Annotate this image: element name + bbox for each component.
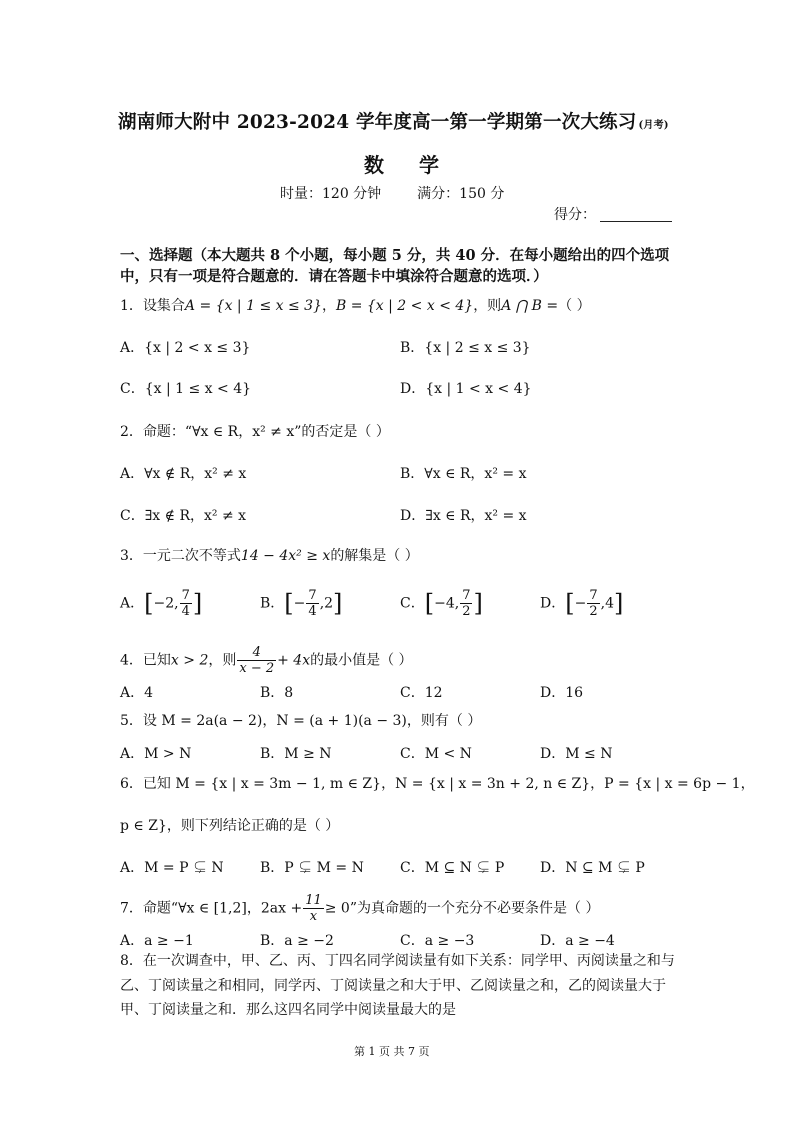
- q3-b-fraction: $\frac{7}{4}$: [308, 588, 317, 619]
- q1-option-d[interactable]: D．{x | 1 < x < 4}: [400, 381, 532, 397]
- q7-fraction: $\frac{11}{x}$: [305, 893, 322, 924]
- q3-d-bracket-close: ]: [613, 589, 624, 618]
- q3-a-bracket-open: [: [144, 589, 154, 618]
- q3-stem-a: 3．一元二次不等式: [120, 548, 241, 564]
- q3-c-fraction: $\frac{7}{2}$: [462, 588, 471, 619]
- score-blank-line[interactable]: [600, 207, 672, 222]
- q1-sep: ，: [321, 298, 336, 314]
- q3-option-c-label: C．: [400, 595, 425, 612]
- q5-option-a[interactable]: A．M > N: [120, 746, 192, 762]
- q2-option-a[interactable]: A．∀x ∉ R，x² ≠ x: [120, 466, 247, 482]
- question-6-stem-line2: p ∈ Z}，则下列结论正确的是（ ）: [120, 818, 340, 834]
- q3-a-left: −2,: [153, 595, 179, 612]
- q5-option-d[interactable]: D．M ≤ N: [540, 746, 613, 762]
- q3-b-right: ,2: [319, 595, 334, 612]
- question-7-stem: [120, 893, 599, 924]
- q7-option-c[interactable]: C．a ≥ −3: [400, 933, 475, 949]
- q3-a-bracket-close: ]: [192, 589, 203, 618]
- exam-title-text: 湖南师大附中 2023-2024 学年度高一第一学期第一次大练习: [118, 112, 637, 133]
- q7-stem-a: 7．命题“∀x ∈ [1,2]，2ax +: [120, 900, 303, 917]
- q4-option-a[interactable]: A．4: [120, 685, 154, 701]
- q1-option-c[interactable]: C．{x | 1 ≤ x < 4}: [120, 381, 252, 397]
- q6-option-d[interactable]: D．N ⊆ M ⊊ P: [540, 860, 645, 876]
- question-5-stem: 5．设 M = 2a(a − 2)，N = (a + 1)(a − 3)，则有（ ）: [120, 713, 482, 729]
- score-label: 得分：: [554, 207, 596, 223]
- q4-condition: x > 2: [170, 652, 209, 669]
- q2-option-c[interactable]: C．∃x ∉ R，x² ≠ x: [120, 508, 247, 524]
- q7-option-b[interactable]: B．a ≥ −2: [260, 933, 334, 949]
- q3-inequality: 14 − 4x² ≥ x: [240, 548, 331, 564]
- q1-expr: A ⋂ B =: [501, 298, 559, 314]
- score-field[interactable]: [554, 204, 672, 224]
- q3-stem-b: 的解集是（ ）: [330, 548, 419, 564]
- q3-option-b-label: B．: [260, 595, 285, 612]
- question-2-stem: 2．命题：“∀x ∈ R，x² ≠ x”的否定是（ ）: [120, 424, 390, 440]
- q1-set-b: B = {x | 2 < x < 4}: [335, 298, 474, 314]
- question-3-stem: [120, 545, 419, 565]
- q4-tail: + 4x: [277, 652, 311, 669]
- q3-option-c[interactable]: [400, 588, 483, 619]
- q6-option-c[interactable]: C．M ⊆ N ⊊ P: [400, 860, 505, 876]
- q1-stem-a: 1．设集合: [120, 298, 185, 314]
- q4-option-c[interactable]: C．12: [400, 685, 443, 701]
- q6-option-b[interactable]: B．P ⊊ M = N: [260, 860, 364, 876]
- q3-c-bracket-close: ]: [473, 589, 483, 618]
- q1-answer-paren: （ ）: [558, 298, 591, 314]
- q4-stem-b: ，则: [208, 652, 237, 669]
- time-limit: 时量：120 分钟: [280, 186, 382, 202]
- q3-d-left: −: [574, 595, 587, 612]
- q4-option-b[interactable]: B．8: [260, 685, 294, 701]
- q6-option-a[interactable]: A．M = P ⊊ N: [120, 860, 224, 876]
- q7-option-a[interactable]: A．a ≥ −1: [120, 933, 194, 949]
- q5-option-c[interactable]: C．M < N: [400, 746, 472, 762]
- q1-option-a[interactable]: A．{x | 2 < x ≤ 3}: [120, 340, 251, 356]
- question-6-stem-line1: 6．已知 M = {x | x = 3m − 1, m ∈ Z}，N = {x | x = 3n + 2, n ∈ Z}，P = {x | x = 6p − 1，: [120, 776, 755, 792]
- q3-c-bracket-open: [: [424, 589, 435, 618]
- q3-d-bracket-open: [: [565, 589, 575, 618]
- q3-option-d-label: D．: [540, 595, 566, 612]
- q3-d-right: ,4: [600, 595, 614, 612]
- q4-stem-c: 的最小值是（ ）: [310, 652, 413, 669]
- q3-option-b[interactable]: [260, 588, 342, 619]
- q4-option-d[interactable]: D．16: [540, 685, 584, 701]
- section-heading: 一、选择题（本大题共 8 个小题，每小题 5 分，共 40 分．在每小题给出的四个选项中，只有一项是符合题意的．请在答题卡中填涂符合题意的选项．）: [120, 247, 670, 285]
- question-8-stem: 8．在一次调查中，甲、乙、丙、丁四名同学阅读量有如下关系：同学甲、丙阅读量之和与乙、丁阅读量之和相同，同学丙、丁阅读量之和大于甲、乙阅读量之和，乙的阅读量大于甲、丁阅读量之和．那么这四名同学中阅读量最大的是: [120, 953, 675, 1018]
- question-1-stem: [120, 295, 591, 315]
- q3-option-d[interactable]: [540, 588, 623, 619]
- question-4-stem: [120, 645, 413, 676]
- q4-fraction: $\frac{4}{x - 2}$: [239, 645, 275, 676]
- q3-option-a-label: A．: [120, 595, 145, 612]
- q3-option-a[interactable]: [120, 588, 202, 619]
- exam-title-tag: (月考): [638, 120, 669, 131]
- q1-set-a: A = {x | 1 ≤ x ≤ 3}: [184, 298, 322, 314]
- q2-option-b[interactable]: B．∀x ∈ R，x² = x: [400, 466, 527, 482]
- page-footer: 第 1 页 共 7 页: [354, 1045, 430, 1058]
- q3-b-bracket-open: [: [284, 589, 294, 618]
- exam-time-info: [280, 183, 504, 203]
- q3-b-left: −: [293, 595, 306, 612]
- q3-a-fraction: $\frac{7}{4}$: [181, 588, 190, 619]
- q3-c-left: −4,: [434, 595, 460, 612]
- q7-stem-b: ≥ 0”为真命题的一个充分不必要条件是（ ）: [324, 900, 600, 917]
- q1-option-b[interactable]: B．{x | 2 ≤ x ≤ 3}: [400, 340, 531, 356]
- q4-stem-a: 4．已知: [120, 652, 171, 669]
- q7-option-d[interactable]: D．a ≥ −4: [540, 933, 615, 949]
- q3-d-fraction: $\frac{7}{2}$: [589, 588, 598, 619]
- q3-b-bracket-close: ]: [333, 589, 343, 618]
- exam-title: [118, 108, 669, 134]
- subject-title: 数 学: [364, 153, 453, 177]
- q1-stem-b: ，则: [473, 298, 502, 314]
- q2-option-d[interactable]: D．∃x ∈ R，x² = x: [400, 508, 527, 524]
- full-score: 满分：150 分: [417, 186, 505, 202]
- q5-option-b[interactable]: B．M ≥ N: [260, 746, 332, 762]
